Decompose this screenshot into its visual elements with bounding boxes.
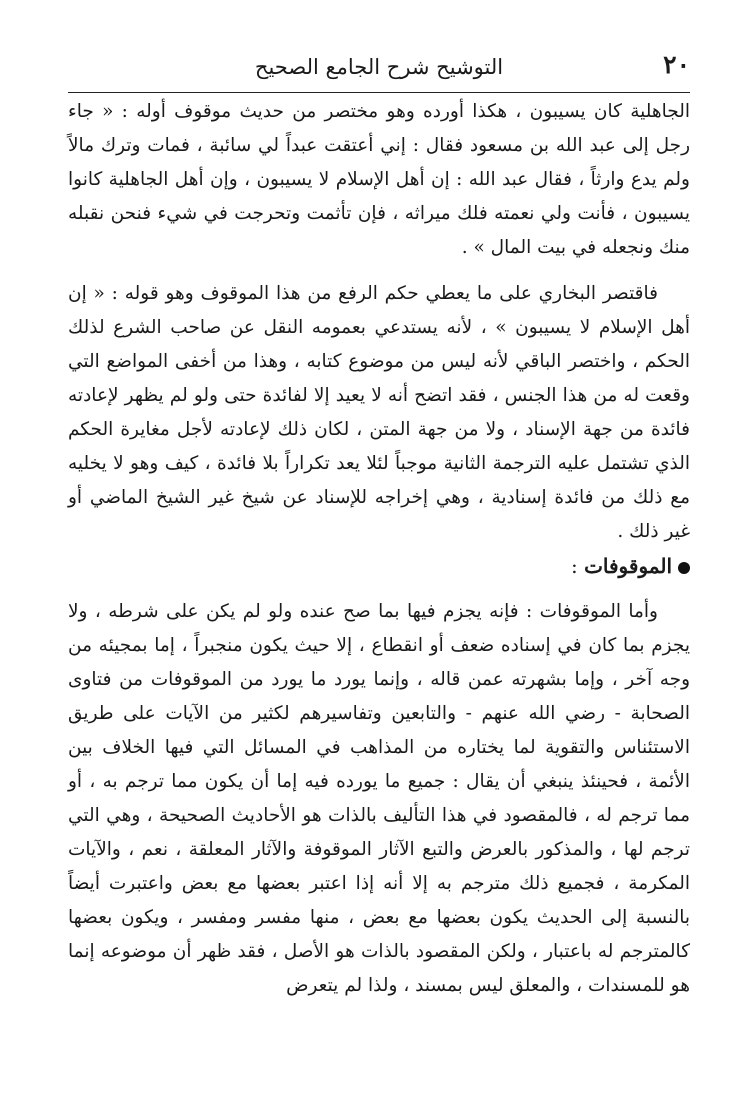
paragraph-gap bbox=[68, 583, 690, 595]
book-page bbox=[68, 40, 690, 1070]
page-body bbox=[68, 95, 690, 1003]
paragraph-gap bbox=[68, 265, 690, 277]
running-title: التوشيح شرح الجامع الصحيح bbox=[254, 55, 504, 79]
paragraph-1: الجاهلية كان يسيبون ، هكذا أورده وهو مختصر من حديث موقوف أوله : « جاء رجل إلى عبد الله بن مسعود فقال : إني أعتقت عبداً لي سائبة ، فمات وترك مالاً ولم يدع وارثاً ، فقال عبد الله : إن أهل الإسلام لا يسيبون ، وإن أهل الجاهلية كانوا يسيبون ، فأنت ولي نعمته فلك ميراثه ، فإن تأثمت وتحرجت في شيء فنحن نقبله منك ونجعله في بيت المال » . bbox=[68, 101, 690, 258]
paragraph-3: وأما الموقوفات : فإنه يجزم فيها بما صح عنده ولو لم يكن على شرطه ، ولا يجزم بما كان في إسناده ضعف أو انقطاع ، إلا حيث يكون منجبراً ، إما بمجيئه من وجه آخر ، وإما بشهرته عمن قاله ، وإنما يورد ما يورد من الموقوفات من فتاوى الصحابة - رضي الله عنهم - والتابعين وتفاسيرهم لكثير من الآيات على طريق الاستئناس والتقوية لما يختاره من المذاهب في المسائل التي فيها الخلاف بين الأئمة ، فحينئذ ينبغي أن يقال : جميع ما يورده فيه إما أن يكون مما ترجم به ، أو مما ترجم له ، فالمقصود في هذا التأليف بالذات هو الأحاديث الصحيحة ، وهي التي ترجم لها ، والمذكور بالعرض والتبع الآثار الموقوفة والآثار المعلقة ، نعم ، والآيات المكرمة ، فجميع ذلك مترجم به إلا أنه إذا اعتبر بعضها مع بعض واعتبرت أيضاً بالنسبة إلى الحديث يكون بعضها مع بعض ، منها مفسر ومفسر ، ويكون بعضها كالمترجم له باعتبار ، ولكن المقصود بالذات هو الأصل ، فقد ظهر أن موضوعه إنما هو للمسندات ، والمعلق ليس بمسند ، ولذا لم يتعرض bbox=[68, 601, 690, 996]
bullet-icon bbox=[678, 562, 690, 574]
paragraph-2: فاقتصر البخاري على ما يعطي حكم الرفع من هذا الموقوف وهو قوله : « إن أهل الإسلام لا يسيبون » ، لأنه يستدعي بعمومه النقل عن صاحب الشرع لذلك الحكم ، واختصر الباقي لأنه ليس من موضوع كتابه ، وهذا من أخفى المواضع التي وقعت له من هذا الجنس ، فقد اتضح أنه لا يعيد إلا لفائدة حتى ولو لم يظهر لإعادته فائدة من جهة الإسناد ، ولا من جهة المتن ، لكان ذلك لإعادته لأجل مغايرة الحكم الذي تشتمل عليه الترجمة الثانية موجباً لئلا يعد تكراراً بلا فائدة ، كيف وهو لا يخليه مع ذلك من فائدة إسنادية ، وهي إخراجه للإسناد عن شيخ غير الشيخ الماضي أو غير ذلك . bbox=[68, 283, 690, 542]
section-heading-text: الموقوفات bbox=[584, 554, 672, 578]
section-heading-suffix: : bbox=[570, 554, 585, 578]
page-header bbox=[68, 40, 690, 93]
page-number: ٢٠ bbox=[663, 50, 690, 79]
section-heading bbox=[68, 549, 690, 583]
